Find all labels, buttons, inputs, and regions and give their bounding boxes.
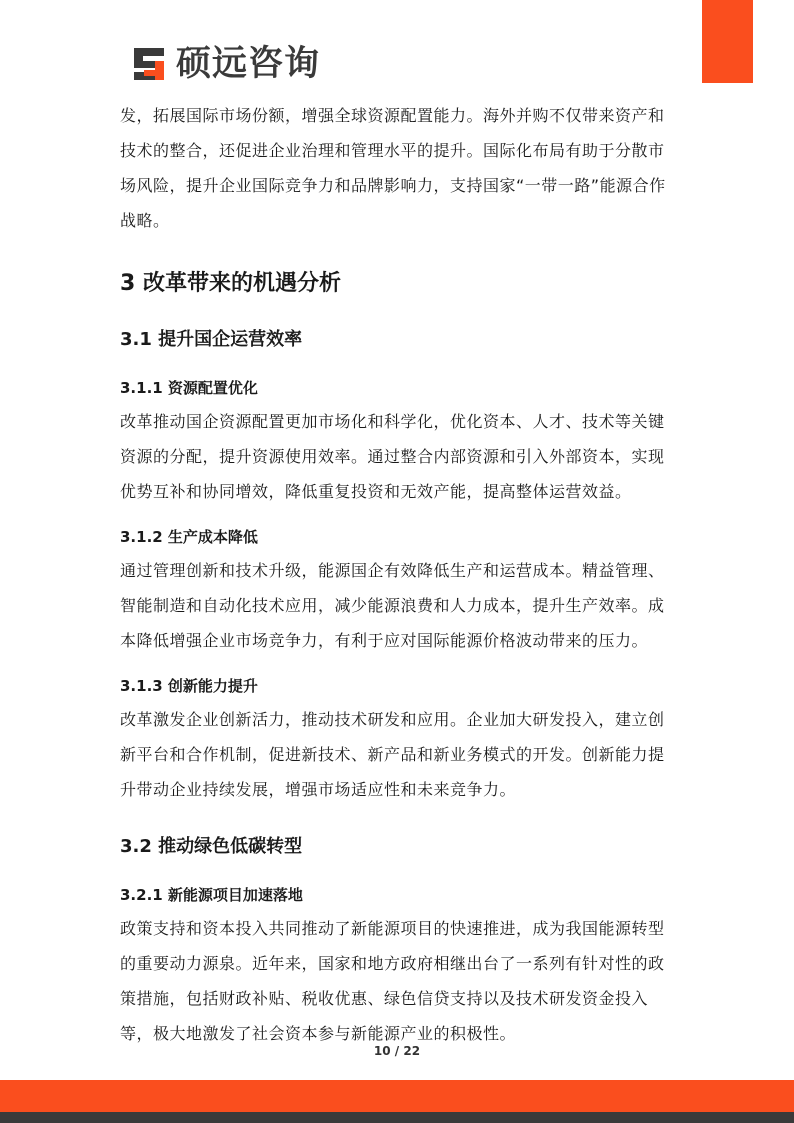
section-3-1-3-heading: 3.1.3 创新能力提升 — [120, 677, 258, 695]
section-3-1-1-heading: 3.1.1 资源配置优化 — [120, 379, 258, 397]
document-body — [120, 98, 676, 1051]
section-3-1-2-heading: 3.1.2 生产成本降低 — [120, 528, 258, 546]
footer-dark-band — [0, 1112, 794, 1123]
section-3-1-3-text: 改革激发企业创新活力，推动技术研发和应用。企业加大研发投入，建立创新平台和合作机制，促进新技术、新产品和新业务模式的开发。创新能力提升带动企业持续发展，增强市场适应性和未来竞争力。 — [120, 710, 665, 799]
company-logo — [130, 42, 320, 86]
section-3-2-1-heading: 3.2.1 新能源项目加速落地 — [120, 886, 303, 904]
section-3-1-1-text: 改革推动国企资源配置更加市场化和科学化，优化资本、人才、技术等关键资源的分配，提升资源使用效率。通过整合内部资源和引入外部资本，实现优势互补和协同增效，降低重复投资和无效产能，提高整体运营效益。 — [120, 412, 665, 501]
intro-paragraph: 发，拓展国际市场份额，增强全球资源配置能力。海外并购不仅带来资产和技术的整合，还促进企业治理和管理水平的提升。国际化布局有助于分散市场风险，提升企业国际竞争力和品牌影响力，支持国家“一带一路”能源合作战略。 — [120, 106, 666, 230]
section-3-1-heading: 3.1 提升国企运营效率 — [120, 329, 303, 350]
section-3-2-1-text: 政策支持和资本投入共同推动了新能源项目的快速推进，成为我国能源转型的重要动力源泉。近年来，国家和地方政府相继出台了一系列有针对性的政策措施，包括财政补贴、税收优惠、绿色信贷支持以及技术研发资金投入等，极大地激发了社会资本参与新能源产业的积极性。 — [120, 919, 665, 1043]
logo-text: 硕远咨询 — [176, 44, 321, 84]
header-accent-block — [702, 0, 753, 83]
section-3-heading: 3 改革带来的机遇分析 — [120, 271, 341, 296]
section-3-1-2-text: 通过管理创新和技术升级，能源国企有效降低生产和运营成本。精益管理、智能制造和自动化技术应用，减少能源浪费和人力成本，提升生产效率。成本降低增强企业市场竞争力，有利于应对国际能源价格波动带来的压力。 — [120, 561, 665, 650]
section-3-2-heading: 3.2 推动绿色低碳转型 — [120, 836, 303, 857]
footer-orange-band — [0, 1080, 794, 1112]
page-number: 10 / 22 — [373, 1044, 421, 1058]
logo-mark-icon — [130, 44, 170, 84]
